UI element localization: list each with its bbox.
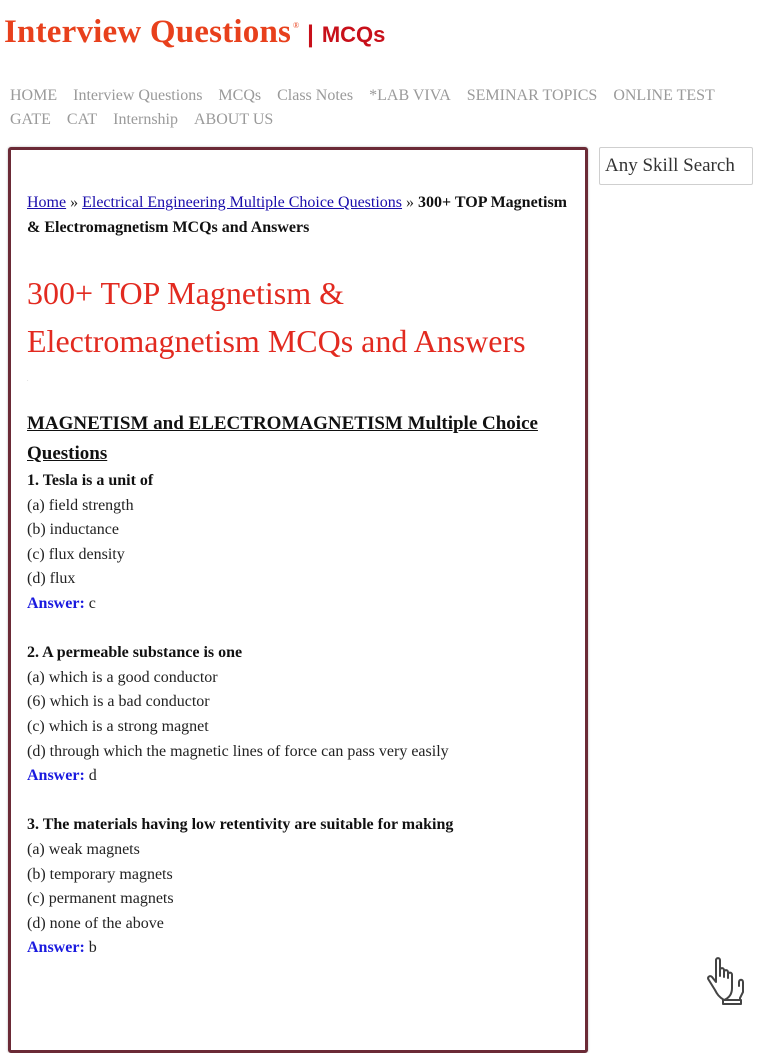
breadcrumb-separator: » [402,194,419,211]
pointing-hand-icon-graphic [702,956,748,1006]
question-option: (c) permanent magnets [27,890,174,908]
question-text: 1. Tesla is a unit of [27,472,154,489]
nav-about-us[interactable]: ABOUT US [194,111,274,128]
question-spacer [27,789,573,814]
divider-dot: . [27,377,29,383]
question-block [27,469,573,617]
question-option: (c) which is a strong magnet [27,717,209,735]
answer-value: d [88,767,97,785]
answer-line [27,936,573,961]
question-option: (d) flux [27,570,76,588]
page-title: 300+ TOP Magnetism & Electromagnetism MCQs and Answers [27,275,526,359]
nav-gate[interactable]: GATE [10,111,51,128]
site-header [4,14,385,58]
breadcrumb-home-link[interactable]: Home [27,194,67,211]
answer-line [27,592,573,617]
nav-mcqs[interactable]: MCQs [218,87,262,104]
question-option: (a) weak magnets [27,840,140,858]
registered-mark: ® [293,21,300,30]
question-option: (6) which is a bad conductor [27,693,210,711]
breadcrumb-category-link[interactable]: Electrical Engineering Multiple Choice Questions [82,194,403,211]
breadcrumb [27,190,573,240]
logo-subtitle[interactable]: MCQs [321,22,386,47]
nav-seminar-topics[interactable]: SEMINAR TOPICS [466,87,598,104]
nav-interview-questions[interactable]: Interview Questions [73,87,203,104]
nav-home[interactable]: HOME [10,87,58,104]
nav-online-test[interactable]: ONLINE TEST [613,87,715,104]
answer-label: Answer: [27,939,85,957]
answer-label: Answer: [27,767,85,785]
question-option: (c) flux density [27,545,125,563]
nav-lab-viva[interactable]: *LAB VIVA [369,87,451,104]
question-option: (a) field strength [27,496,134,514]
site-logo[interactable]: Interview Questions [4,14,292,50]
question-option: (d) none of the above [27,914,164,932]
question-option: (b) inductance [27,521,119,539]
breadcrumb-current: 300+ TOP Magnetism & Electromagnetism MCQs and Answers [27,194,568,236]
question-text: 2. A permeable substance is one [27,644,243,662]
nav-class-notes[interactable]: Class Notes [277,87,354,104]
answer-value: b [88,939,97,957]
question-spacer [27,617,573,642]
skill-search-input[interactable] [599,147,753,185]
answer-line [27,764,573,789]
answer-value: c [88,594,96,612]
question-option: (d) through which the magnetic lines of force can pass very easily [27,742,449,760]
logo-separator: | [307,21,314,48]
answer-label: Answer: [27,594,85,612]
question-block [27,813,573,961]
main-nav [10,84,750,132]
question-option: (b) temporary magnets [27,865,173,883]
article [27,190,573,961]
nav-internship[interactable]: Internship [113,111,178,128]
question-option: (a) which is a good conductor [27,668,218,686]
question-text: 3. The materials having low retentivity are suitable for making [27,816,454,834]
nav-cat[interactable]: CAT [66,111,98,128]
question-block [27,641,573,789]
section-heading: MAGNETISM and ELECTROMAGNETISM Multiple Choice Questions [27,413,538,464]
content-box [8,147,588,1053]
pointing-hand-icon[interactable] [702,956,748,1006]
breadcrumb-separator: » [66,194,83,211]
